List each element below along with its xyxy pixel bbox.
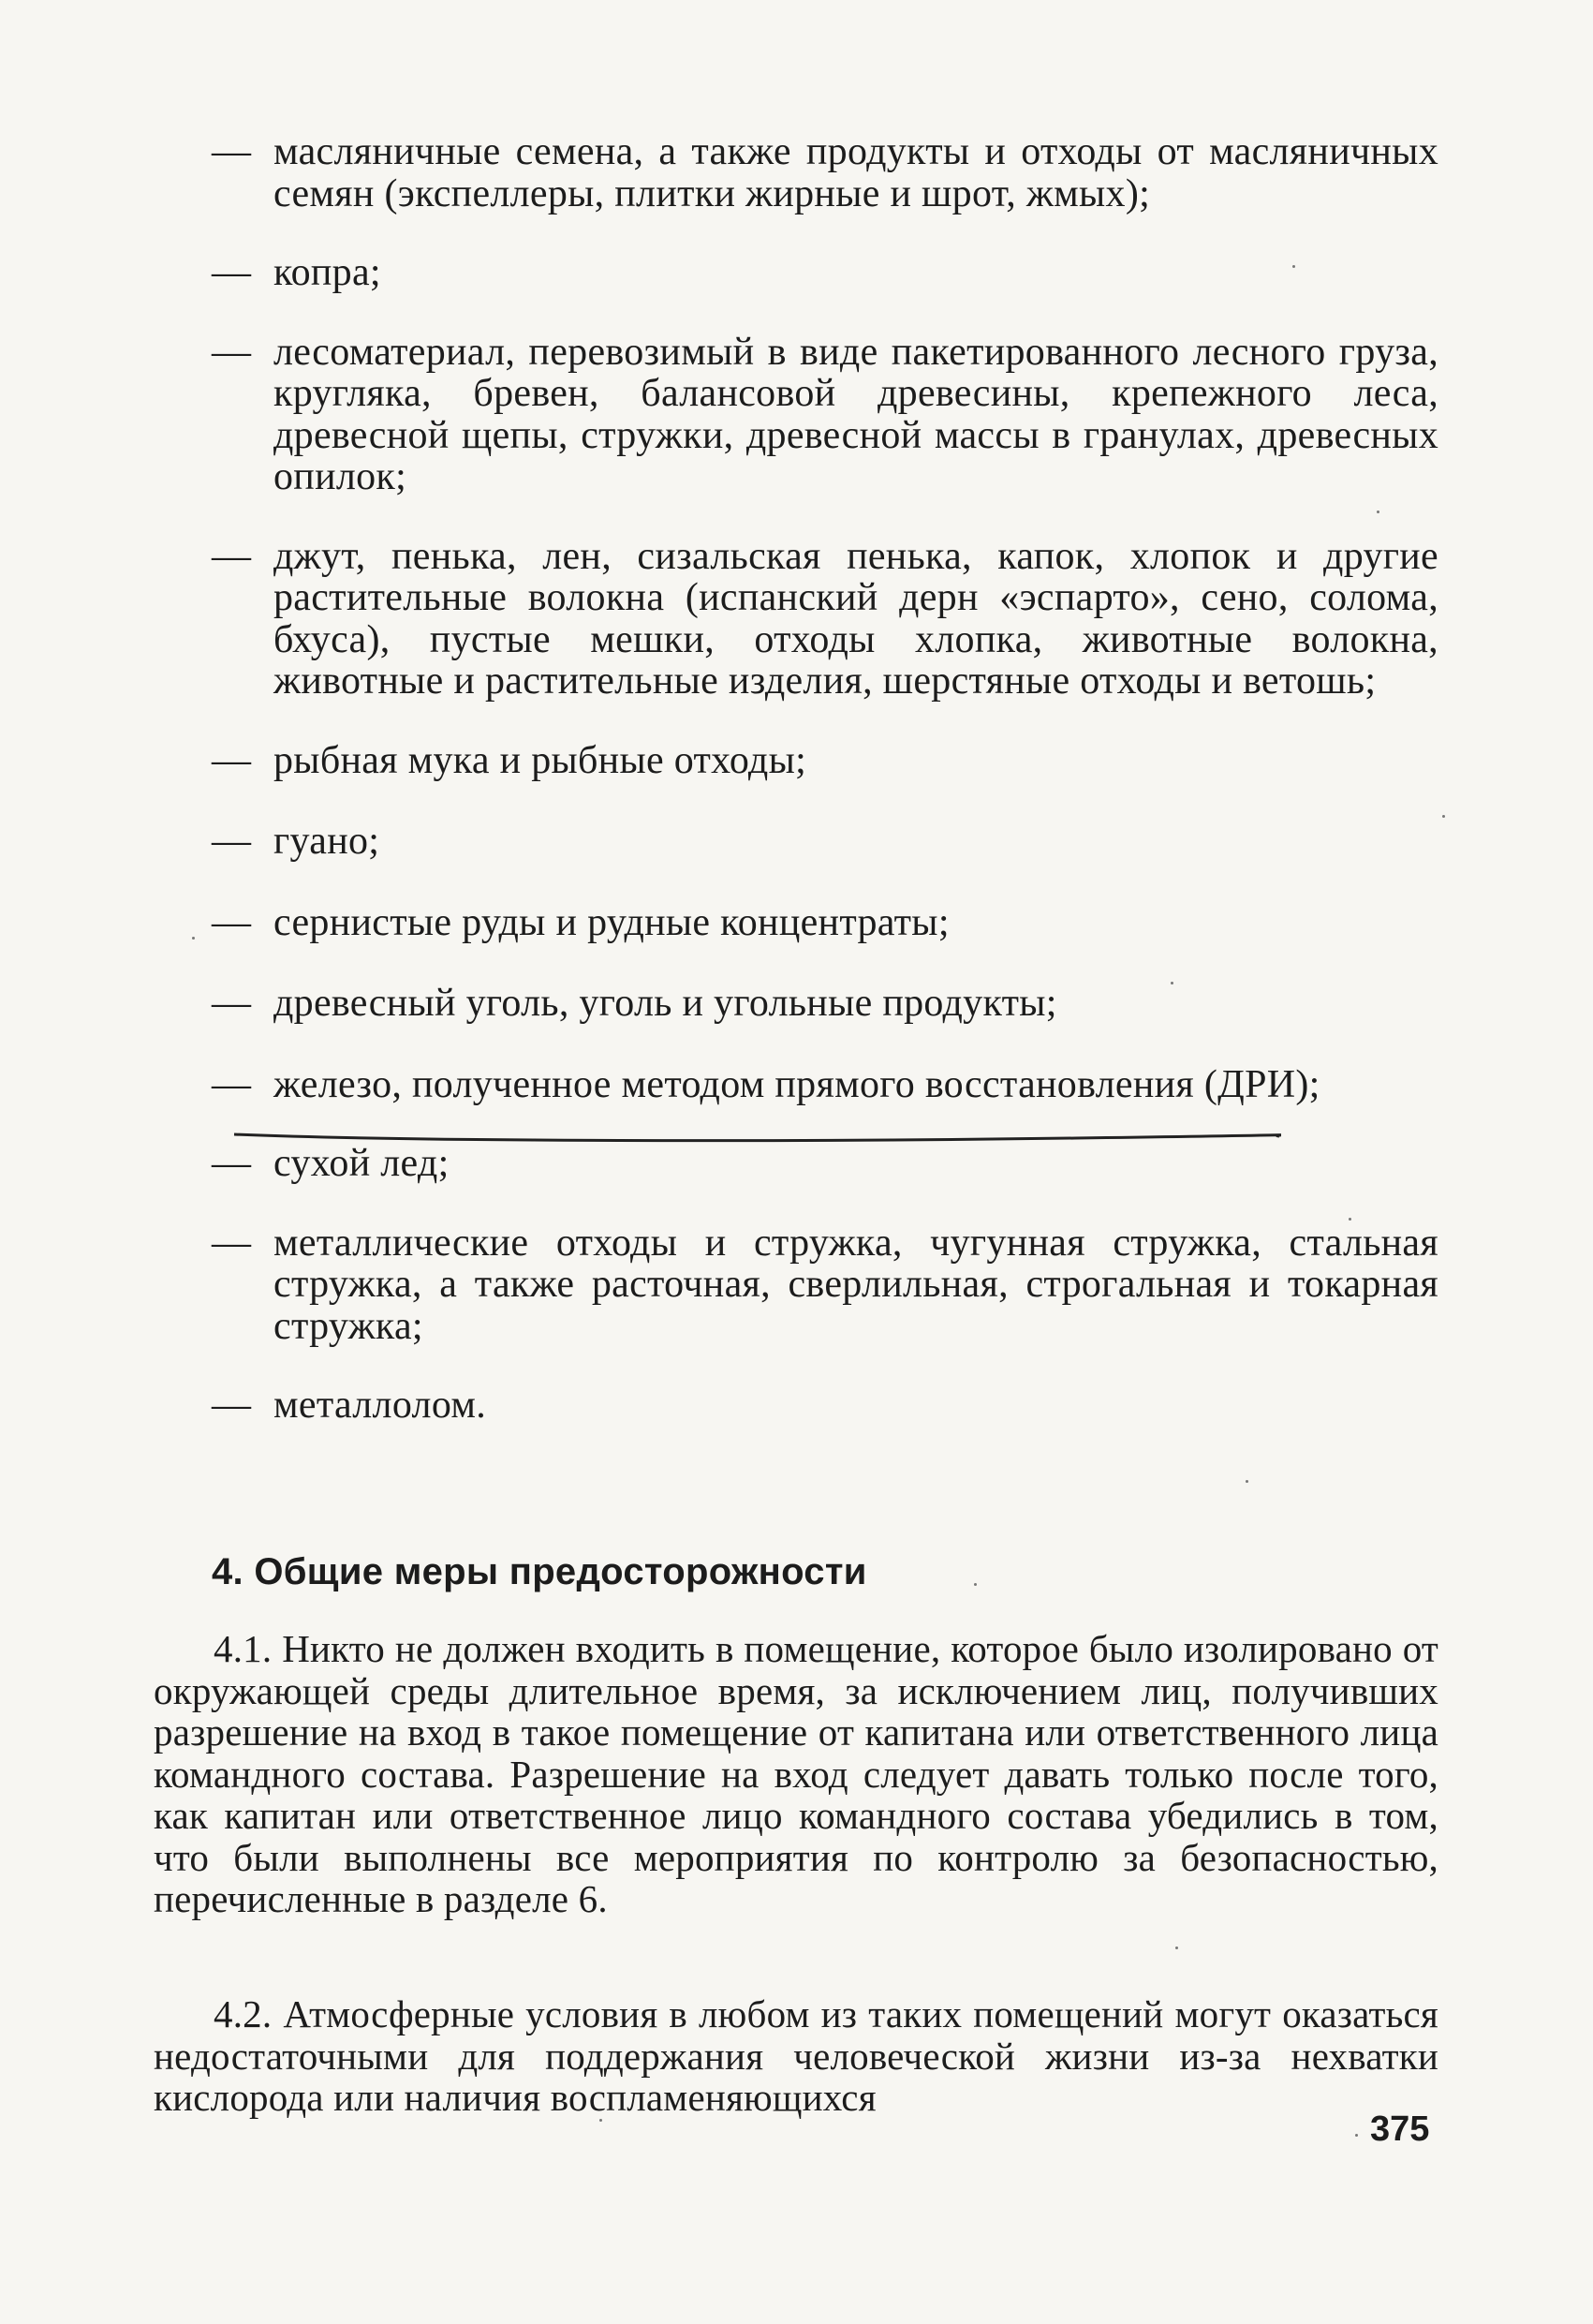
section-heading: 4. Общие меры предосторожности bbox=[212, 1551, 867, 1592]
scan-speck bbox=[1377, 511, 1379, 513]
handwritten-underline bbox=[232, 1129, 1281, 1144]
list-item-text: сухой лед; bbox=[273, 1142, 450, 1185]
list-item bbox=[212, 332, 1438, 498]
list-item bbox=[212, 252, 1438, 294]
list-item bbox=[212, 983, 1438, 1025]
list-item-text: джут, пенька, лен, сизальская пенька, капок, хлопок и другие растительные волокна (испанский дерн «эспарто», сено, солома, бхуса), пустые мешки, отходы хлопка, животные волокна, животные и растительные изделия, шерстяные отходы и ветошь; bbox=[273, 534, 1438, 703]
list-item-text: масляничные семена, а также продукты и отходы от масляничных семян (экспеллеры, плитки жирные и шрот, жмых); bbox=[273, 130, 1438, 215]
scan-speck bbox=[192, 937, 195, 940]
list-dash: — bbox=[212, 1221, 252, 1265]
list-item bbox=[212, 131, 1438, 215]
list-item-text: гуано; bbox=[273, 820, 380, 863]
list-item-text: копра; bbox=[273, 251, 381, 294]
list-item-text: металлолом. bbox=[273, 1384, 486, 1427]
list-item bbox=[212, 1222, 1438, 1348]
scan-speck bbox=[1442, 815, 1445, 818]
list-dash: — bbox=[212, 820, 252, 863]
paragraph-4-2: 4.2. Атмосферные условия в любом из таких помещений могут оказаться недостаточными для поддержания человеческой жизни из-за нехватки кислорода или наличия воспламеняющихся bbox=[154, 1992, 1438, 2119]
list-dash: — bbox=[212, 330, 252, 374]
list-item bbox=[212, 1064, 1438, 1106]
list-item bbox=[212, 821, 1438, 863]
scan-speck bbox=[1292, 265, 1295, 268]
list-dash: — bbox=[212, 738, 252, 782]
list-dash: — bbox=[212, 982, 252, 1025]
scan-speck bbox=[1246, 1480, 1248, 1483]
scan-speck bbox=[1355, 2134, 1358, 2137]
list-item bbox=[212, 902, 1438, 944]
list-dash: — bbox=[212, 1062, 252, 1106]
page-number: 375 bbox=[1370, 2109, 1430, 2149]
list-item bbox=[212, 536, 1438, 703]
paragraph-4-1: 4.1. Никто не должен входить в помещение, которое было изолировано от окружающей среды длительное время, за исключением лиц, получивших разрешение на вход в такое помещение от капитана или ответственного лица командного состава. Разрешение на вход следует давать только после того, как капитан или ответственное лицо командного состава убедились в том, что были выполнены все мероприятия по контролю за безопасностью, перечисленные в разделе 6. bbox=[154, 1627, 1438, 1920]
list-dash: — bbox=[212, 130, 252, 173]
list-dash: — bbox=[212, 1142, 252, 1185]
scan-speck bbox=[974, 1583, 977, 1586]
list-item bbox=[212, 1143, 1438, 1185]
scan-speck bbox=[1349, 1218, 1351, 1221]
list-dash: — bbox=[212, 900, 252, 944]
list-item-text: лесоматериал, перевозимый в виде пакетированного лесного груза, кругляка, бревен, балансовой древесины, крепежного леса, древесной щепы, стружки, древесной массы в гранулах, древесных опилок; bbox=[273, 330, 1438, 498]
list-item bbox=[212, 1384, 1438, 1427]
list-dash: — bbox=[212, 251, 252, 294]
list-dash: — bbox=[212, 534, 252, 578]
list-item-text: железо, полученное методом прямого восстановления (ДРИ); bbox=[273, 1062, 1320, 1106]
list-item bbox=[212, 740, 1438, 782]
list-dash: — bbox=[212, 1384, 252, 1427]
cargo-list bbox=[212, 131, 1438, 1427]
list-item-text: рыбная мука и рыбные отходы; bbox=[273, 738, 807, 782]
scan-speck bbox=[599, 2119, 602, 2122]
scan-speck bbox=[1171, 982, 1173, 984]
list-item-text: сернистые руды и рудные концентраты; bbox=[273, 900, 950, 944]
scan-speck bbox=[1175, 1947, 1178, 1949]
list-item-text: металлические отходы и стружка, чугунная стружка, стальная стружка, а также расточная, сверлильная, строгальная и токарная стружка; bbox=[273, 1221, 1438, 1348]
list-item-text: древесный уголь, уголь и угольные продукты; bbox=[273, 982, 1057, 1025]
